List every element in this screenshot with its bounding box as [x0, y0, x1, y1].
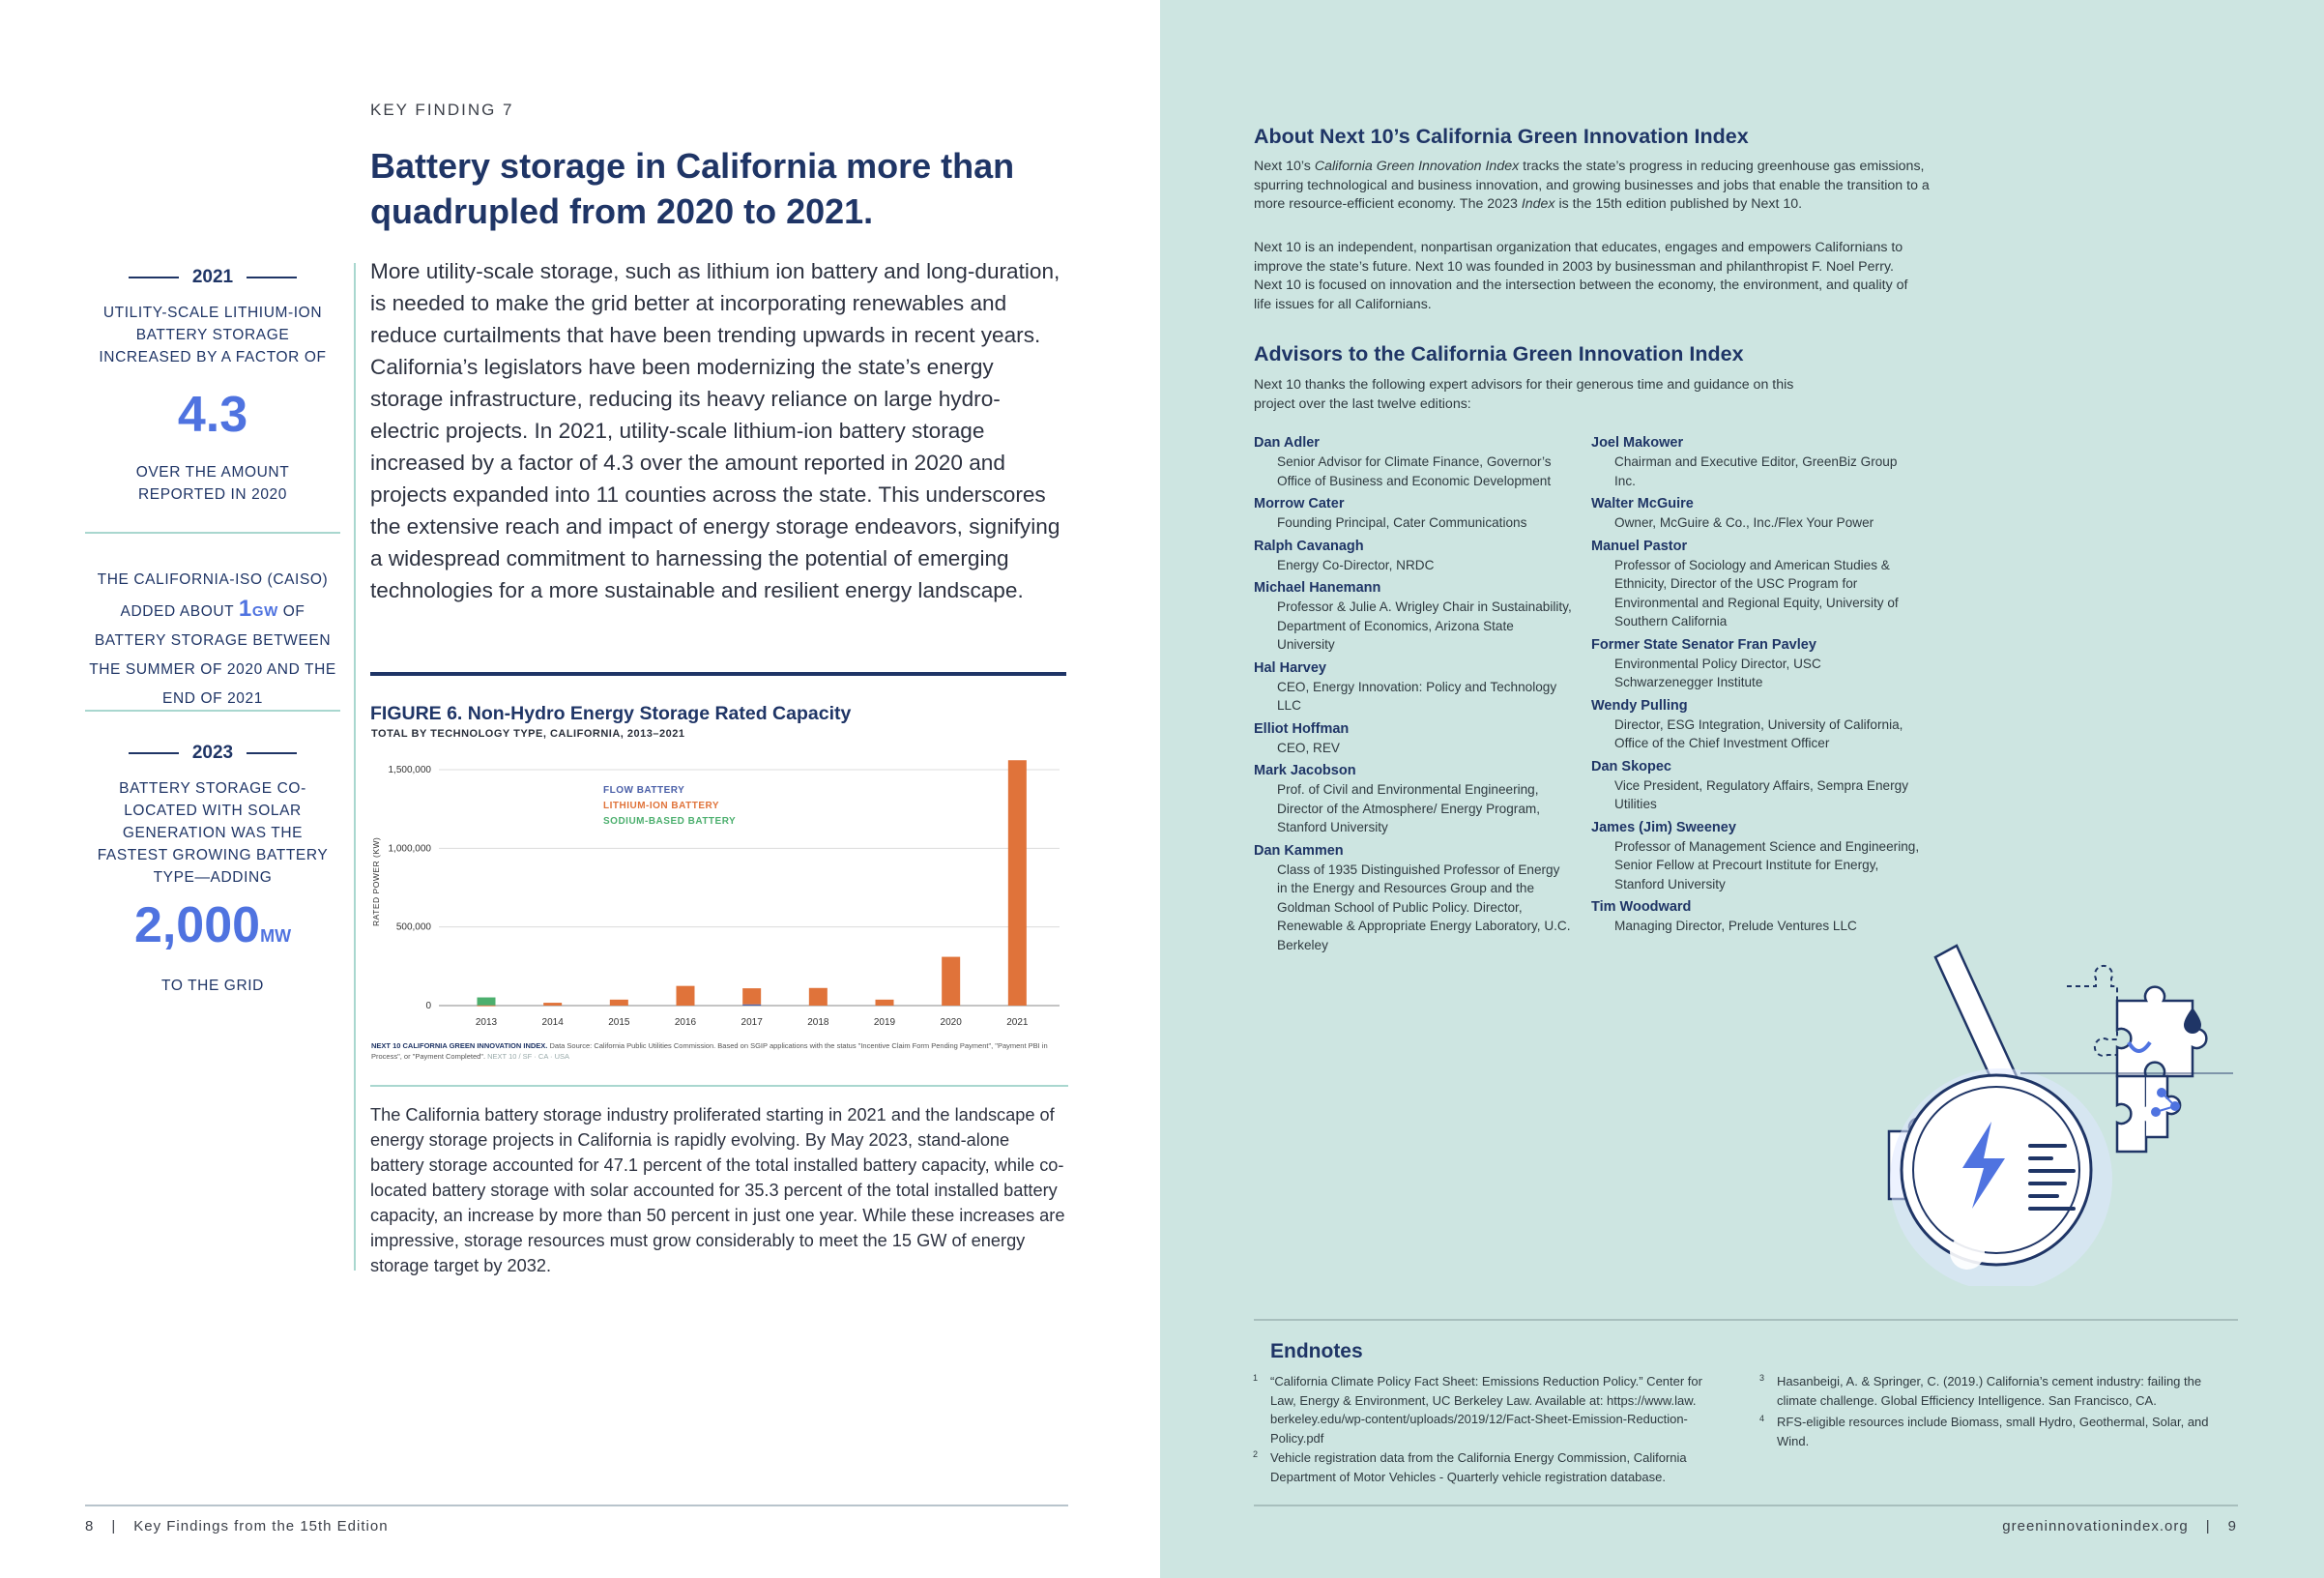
chart-bar — [610, 1000, 628, 1006]
footer-rule-right — [1254, 1505, 2238, 1506]
advisor-entry — [1254, 494, 1573, 533]
chart-x-tick-label: 2016 — [674, 1017, 697, 1028]
endnote-number: 1 — [1253, 1373, 1259, 1383]
advisors-heading: Advisors to the California Green Innovation Index — [1254, 342, 1744, 365]
advisor-name: Hal Harvey — [1254, 659, 1326, 676]
figure-title: FIGURE 6. Non-Hydro Energy Storage Rated Capacity — [370, 703, 852, 724]
advisor-role: Chairman and Executive Editor, GreenBiz Group Inc. — [1614, 454, 1898, 488]
stat-caption-top: BATTERY STORAGE CO-LOCATED WITH SOLAR GENERATION WAS THE FASTEST GROWING BATTERY TYPE—ADDING — [97, 780, 329, 886]
advisor-name: Former State Senator Fran Pavley — [1591, 636, 1816, 653]
advisor-entry — [1591, 818, 1920, 894]
stat-caiso-number: 1 — [238, 596, 252, 622]
chart-y-tick-label: 1,500,000 — [388, 765, 431, 775]
advisor-entry — [1254, 761, 1573, 837]
advisor-entry — [1254, 719, 1573, 758]
advisors-column-1 — [1254, 433, 1573, 958]
advisor-role: Professor & Julie A. Wrigley Chair in Sustainability, Department of Economics, Arizona State University — [1277, 599, 1572, 652]
advisor-name: Manuel Pastor — [1591, 538, 1688, 554]
stat-year-heading — [85, 743, 340, 764]
endnotes-heading: Endnotes — [1270, 1340, 1363, 1362]
endnote-text: “California Climate Policy Fact Sheet: Emissions Reduction Policy.” Center for Law, Energy & Environment, UC Berkeley Law. Available at: https://www.law. berkeley.edu/wp-content/uploads/2019/12/Fact-Sheet-Emission-Reduction-Policy.pdf — [1270, 1374, 1702, 1446]
advisor-name: Wendy Pulling — [1591, 697, 1688, 714]
advisor-entry — [1591, 494, 1920, 533]
stat-caption-top: UTILITY-SCALE LITHIUM-ION BATTERY STORAGE INCREASED BY A FACTOR OF — [99, 305, 327, 365]
advisor-name: Dan Kammen — [1254, 842, 1344, 859]
stat-block-2021 — [85, 267, 340, 506]
sidebar-divider — [85, 532, 340, 534]
figure-source-text: Data Source: California Public Utilities Commission. Based on SGIP applications with the status "Incentive Claim Form Pending Payment", "Payment PBI in Process", or "Payment Completed". — [371, 1041, 1048, 1061]
advisor-role: Prof. of Civil and Environmental Engineering, Director of the Atmosphere/ Energy Program, Stanford University — [1277, 782, 1540, 834]
chart-y-tick-label: 0 — [425, 1001, 431, 1011]
advisor-role: Senior Advisor for Climate Finance, Governor’s Office of Business and Economic Development — [1277, 454, 1552, 488]
about-p1-a: Next 10’s — [1254, 159, 1315, 174]
advisor-name: Elliot Hoffman — [1254, 720, 1350, 737]
advisor-role: Class of 1935 Distinguished Professor of Energy in the Energy and Resources Group and the Goldman School of Public Policy. Director, Renewable & Appropriate Energy Laboratory, U.C. Berkeley — [1277, 862, 1571, 952]
footer-separator: | — [111, 1518, 117, 1534]
chart-legend-entry: LITHIUM-ION BATTERY — [603, 801, 720, 811]
chart-bar — [677, 986, 695, 1006]
chart-legend-entry: FLOW BATTERY — [603, 785, 685, 796]
chart-bar — [543, 1003, 562, 1006]
advisor-entry — [1254, 433, 1573, 490]
chart-bar — [742, 988, 761, 1005]
advisor-role: Professor of Sociology and American Studies & Ethnicity, Director of the USC Program for Environmental and Regional Equity, University of Southern California — [1614, 557, 1899, 628]
body-paragraph-second: The California battery storage industry proliferated starting in 2021 and the landscape of energy storage projects in California is rapidly evolving. By May 2023, stand-alone battery storage accounted for 47.1 percent of the total installed battery capacity, while co-located battery storage with solar accounted for 35.3 percent of the total installed battery capacity, an increase by more than 50 percent in just one year. While these increases are impressive, storage resources must grow considerably to meet the 15 GW of energy storage target by 2032. — [370, 1105, 1065, 1275]
sidebar-divider — [85, 710, 340, 712]
key-finding-kicker: KEY FINDING 7 — [370, 101, 514, 119]
advisors-intro: Next 10 thanks the following expert advisors for their generous time and guidance on this project over the last twelve editions: — [1254, 377, 1794, 412]
endnotes-rule — [1254, 1319, 2238, 1321]
figure-source-bold: NEXT 10 CALIFORNIA GREEN INNOVATION INDEX. — [371, 1041, 548, 1050]
chart-legend — [603, 785, 736, 827]
endnote-text: Hasanbeigi, A. & Springer, C. (2019.) California’s cement industry: failing the climate challenge. Global Efficiency Intelligence. San Francisco, CA. — [1777, 1374, 2202, 1408]
advisor-name: Morrow Cater — [1254, 496, 1345, 511]
advisor-role: Founding Principal, Cater Communications — [1277, 515, 1527, 530]
stat-year-heading — [85, 267, 340, 288]
stat-caiso-value — [239, 596, 278, 622]
endnote-text: RFS-eligible resources include Biomass, small Hydro, Geothermal, Solar, and Wind. — [1777, 1415, 2209, 1448]
about-heading: About Next 10’s California Green Innovation Index — [1254, 125, 1749, 148]
figure-source-tag: NEXT 10 / SF · CA · USA — [487, 1052, 570, 1061]
endnote-text: Vehicle registration data from the California Energy Commission, California Department of Motor Vehicles - Quarterly vehicle registration database. — [1270, 1450, 1687, 1484]
about-p1-c: is the 15th edition published by Next 10. — [1554, 196, 1803, 212]
advisor-name: James (Jim) Sweeney — [1591, 819, 1736, 835]
endnote-number: 2 — [1253, 1449, 1259, 1459]
content-vertical-rule — [354, 263, 356, 1271]
endnote-number: 4 — [1759, 1414, 1765, 1423]
chart-x-tick-label: 2020 — [940, 1017, 962, 1028]
advisor-name: Ralph Cavanagh — [1254, 538, 1364, 554]
stat-year: 2021 — [191, 267, 234, 287]
chart-y-ticks — [389, 765, 432, 1011]
page-number-left: 8 — [85, 1518, 95, 1534]
advisor-name: Mark Jacobson — [1254, 763, 1356, 778]
advisor-name: Dan Skopec — [1591, 758, 1671, 774]
storage-capacity-chart — [365, 746, 1071, 1037]
stat-block-2023 — [85, 743, 340, 997]
chart-bar — [742, 1005, 761, 1006]
endnote-4 — [1759, 1413, 2222, 1450]
advisor-role: Energy Co-Director, NRDC — [1277, 557, 1435, 572]
chart-x-tick-label: 2018 — [807, 1017, 829, 1028]
magnifier-puzzle-illustration — [1875, 928, 2243, 1286]
stat-caption-bottom: OVER THE AMOUNT REPORTED IN 2020 — [135, 464, 290, 503]
footer-rule-left — [85, 1505, 1068, 1506]
stat-block-caiso — [85, 566, 340, 714]
advisor-role: Owner, McGuire & Co., Inc./Flex Your Power — [1614, 515, 1874, 530]
advisor-entry — [1254, 658, 1573, 716]
advisor-role: Professor of Management Science and Engineering, Senior Fellow at Precourt Institute for Energy, Stanford University — [1614, 838, 1920, 891]
about-paragraph-1 — [1254, 158, 1931, 215]
chart-y-tick-label: 1,000,000 — [388, 843, 431, 855]
advisor-name: Michael Hanemann — [1254, 580, 1381, 596]
footer-separator: | — [2205, 1518, 2211, 1534]
stat-value-mw — [85, 896, 340, 965]
stat-value-factor: 4.3 — [177, 387, 248, 443]
chart-bar — [942, 957, 960, 1006]
chart-x-tick-label: 2014 — [541, 1017, 564, 1028]
stat-year: 2023 — [191, 743, 234, 763]
advisor-role: CEO, Energy Innovation: Policy and Technology LLC — [1277, 679, 1557, 713]
about-paragraph-2: Next 10 is an independent, nonpartisan organization that educates, engages and empowers Californians to improve the state’s future. Next 10 was founded in 2003 by businessman and philanthropist F. Noel Perry. Next 10 is focused on innovation and the intersection between the economy, the environment, and quality of life issues for all Californians. — [1254, 240, 1908, 312]
stat-mw-number: 2,000 — [133, 897, 261, 953]
advisor-entry — [1254, 537, 1573, 575]
chart-x-tick-label: 2021 — [1006, 1017, 1029, 1028]
chart-grid — [439, 770, 1060, 1006]
chart-bar — [809, 988, 828, 1006]
endnote-3 — [1759, 1372, 2222, 1410]
advisor-role: Environmental Policy Director, USC Schwarzenegger Institute — [1614, 656, 1821, 689]
body-paragraph-main: More utility-scale storage, such as lithium ion battery and long-duration, is needed to make the grid better at incorporating renewables and reduce curtailments that have been trending upwards in recent years. California’s legislators have been modernizing the state’s energy storage infrastructure, reducing its heavy reliance on large hydro-electric projects. In 2021, utility-scale lithium-ion battery storage increased by a factor of 4.3 over the amount reported in 2020 and projects expanded into 11 counties across the state. This underscores the extensive reach and impact of energy storage endeavors, signifying a widespread commitment to harnessing the potential of emerging technologies for a more sustainable and resilient energy landscape. — [370, 259, 1060, 602]
advisor-role: Managing Director, Prelude Ventures LLC — [1614, 919, 1857, 933]
figure-bottom-rule — [370, 1085, 1068, 1087]
page-headline: Battery storage in California more than quadrupled from 2020 to 2021. — [370, 146, 1015, 231]
advisor-role: CEO, REV — [1277, 740, 1340, 755]
stat-mw-unit: MW — [260, 926, 292, 946]
chart-x-tick-label: 2015 — [608, 1017, 630, 1028]
about-p1-italic: California Green Innovation Index — [1314, 159, 1520, 174]
endnote-2 — [1253, 1448, 1725, 1486]
page-number-right: 9 — [2227, 1518, 2237, 1534]
advisor-role: Director, ESG Integration, University of California, Office of the Chief Investment Officer — [1614, 716, 1903, 750]
chart-y-tick-label: 500,000 — [395, 921, 431, 933]
advisor-entry — [1591, 635, 1920, 692]
advisor-entry — [1591, 696, 1920, 753]
stat-caiso-unit: GW — [251, 603, 278, 620]
figure-top-rule — [370, 672, 1066, 676]
about-p1-b: tracks the state’s progress in reducing greenhouse gas emissions, spurring technological and business innovation, and growing businesses and jobs that enable the transition to a more resource-efficient economy. The 2023 — [1254, 159, 1930, 212]
advisor-role: Vice President, Regulatory Affairs, Sempra Energy Utilities — [1614, 777, 1909, 811]
chart-y-axis-label: RATED POWER (KW) — [371, 836, 381, 926]
chart-bars — [478, 760, 1027, 1006]
endnote-number: 3 — [1759, 1373, 1765, 1383]
figure-source-note — [371, 1040, 1067, 1062]
advisor-entry — [1591, 537, 1920, 631]
chart-x-ticks — [476, 1017, 1029, 1028]
advisor-entry — [1591, 433, 1920, 490]
chart-legend-entry: SODIUM-BASED BATTERY — [603, 816, 737, 827]
advisor-entry — [1591, 757, 1920, 814]
chart-bar — [1008, 760, 1027, 1006]
footer-title: Key Findings from the 15th Edition — [133, 1518, 389, 1534]
stat-caiso-post: OF BATTERY STORAGE BETWEEN THE SUMMER OF 2020 AND THE END OF 2021 — [89, 603, 336, 707]
stat-caiso-pre: THE CALIFORNIA-ISO (CAISO) ADDED ABOUT — [97, 571, 329, 620]
chart-x-tick-label: 2019 — [873, 1017, 896, 1028]
figure-subtitle: TOTAL BY TECHNOLOGY TYPE, CALIFORNIA, 2013–2021 — [371, 728, 685, 740]
chart-bar — [478, 998, 496, 1006]
advisor-name: Joel Makower — [1591, 435, 1684, 451]
about-p1-italic2: Index — [1521, 196, 1555, 212]
advisor-entry — [1254, 841, 1573, 955]
stat-caption-bottom: TO THE GRID — [161, 978, 264, 994]
advisor-name: Tim Woodward — [1591, 899, 1692, 915]
advisors-column-2 — [1591, 433, 1920, 940]
footer-right — [2002, 1518, 2237, 1534]
footer-left — [85, 1518, 389, 1534]
chart-x-tick-label: 2017 — [741, 1017, 763, 1028]
advisor-entry — [1254, 578, 1573, 655]
advisor-name: Dan Adler — [1254, 435, 1320, 451]
footer-url[interactable]: greeninnovationindex.org — [2002, 1518, 2189, 1534]
advisor-entry — [1591, 897, 1920, 936]
chart-x-tick-label: 2013 — [475, 1017, 498, 1028]
endnote-1 — [1253, 1372, 1725, 1447]
chart-bar — [478, 1006, 496, 1007]
chart-bar — [876, 1000, 894, 1006]
advisor-name: Walter McGuire — [1591, 496, 1694, 511]
